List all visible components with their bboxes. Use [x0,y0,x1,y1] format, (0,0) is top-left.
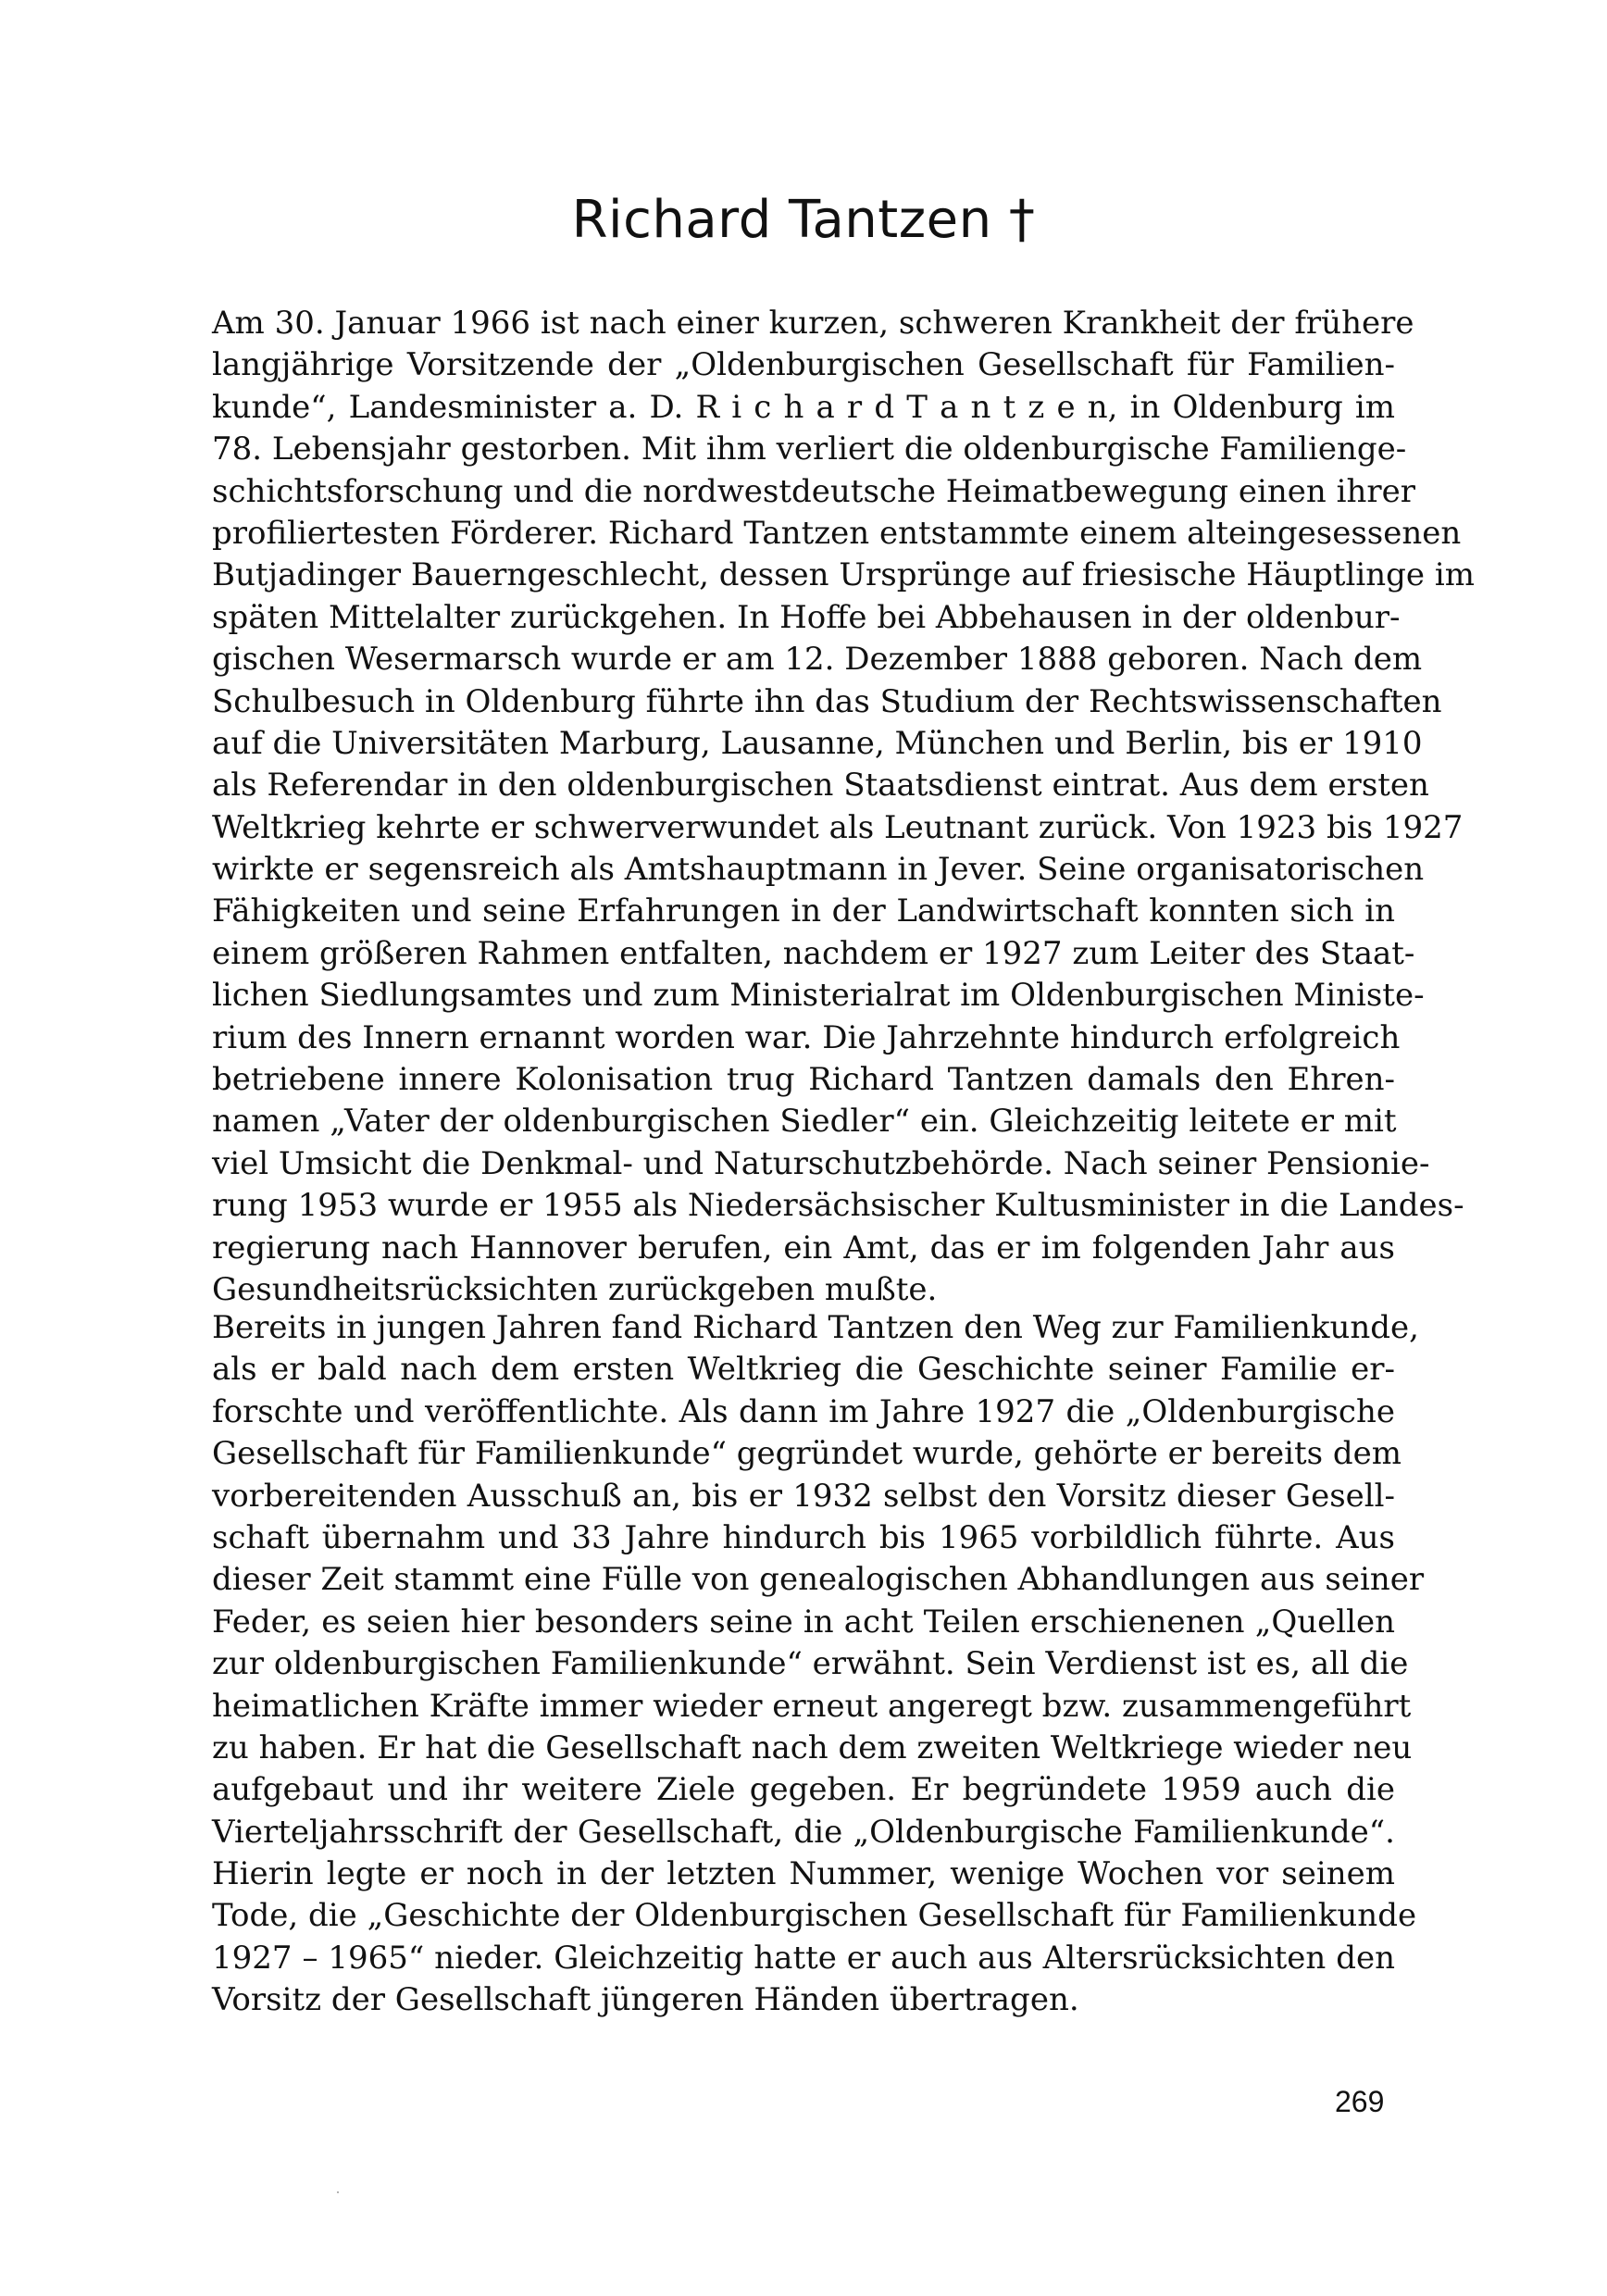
text-line: als Referendar in den oldenburgischen Staatsdienst eintrat. Aus dem ersten [212,767,1429,805]
paragraph-1 [212,303,1475,1311]
text-line: vorbereitenden Ausschuß an, bis er 1932 selbst den Vorsitz dieser Gesell- [212,1477,1395,1515]
text-line: lichen Siedlungsamtes und zum Ministerialrat im Oldenburgischen Ministe- [212,977,1425,1015]
text-line: langjährige Vorsitzende der „Oldenburgischen Gesellschaft für Familien- [212,346,1395,384]
text-line: 1927 – 1965“ nieder. Gleichzeitig hatte er auch aus Altersrücksichten den [212,1939,1395,1977]
text-line: Gesundheitsrücksichten zurückgeben mußte. [212,1270,938,1308]
text-line: viel Umsicht die Denkmal- und Naturschutzbehörde. Nach seiner Pensionie- [212,1144,1430,1182]
text-line: zur oldenburgischen Familienkunde“ erwähnt. Sein Verdienst ist es, all die [212,1645,1409,1683]
text-line: wirkte er segensreich als Amtshauptmann in Jever. Seine organisatorischen [212,851,1425,889]
scan-speck [337,2191,339,2193]
text-line: Vorsitz der Gesellschaft jüngeren Händen übertragen. [212,1981,1079,2019]
text-line: betriebene innere Kolonisation trug Richard Tantzen damals den Ehren- [212,1061,1395,1099]
text-line: Butjadinger Bauerngeschlecht, dessen Ursprünge auf friesische Häuptlinge im [212,556,1475,594]
page-title: Richard Tantzen † [571,190,1036,250]
text-line: 78. Lebensjahr gestorben. Mit ihm verliert die oldenburgische Familienge- [212,430,1407,468]
text-line: Vierteljahrsschrift der Gesellschaft, die „Oldenburgische Familienkunde“. [212,1813,1395,1851]
text-line: Fähigkeiten und seine Erfahrungen in der Landwirtschaft konnten sich in [212,892,1395,930]
text-line: Weltkrieg kehrte er schwerverwundet als Leutnant zurück. Von 1923 bis 1927 [212,808,1464,846]
text-line: gischen Wesermarsch wurde er am 12. Dezember 1888 geboren. Nach dem [212,641,1423,679]
text-line: Am 30. Januar 1966 ist nach einer kurzen, schweren Krankheit der frühere [212,305,1414,342]
text-line: heimatlichen Kräfte immer wieder erneut angeregt bzw. zusammengeführt [212,1687,1412,1725]
text-line: zu haben. Er hat die Gesellschaft nach dem zweiten Weltkriege wieder neu [212,1728,1413,1766]
text-line: regierung nach Hannover berufen, ein Amt, das er im folgenden Jahr aus [212,1229,1395,1267]
text-line: Schulbesuch in Oldenburg führte ihn das Studium der Rechtswissenschaften [212,682,1442,720]
text-line: Feder, es seien hier besonders seine in acht Teilen erschienenen „Quellen [212,1603,1395,1641]
text-line: einem größeren Rahmen entfalten, nachdem er 1927 zum Leiter des Staat- [212,934,1415,972]
text-line: Bereits in jungen Jahren fand Richard Tantzen den Weg zur Familienkunde, [212,1309,1419,1346]
text-line: rium des Innern ernannt worden war. Die Jahrzehnte hindurch erfolgreich [212,1018,1401,1056]
text-line: Hierin legte er noch in der letzten Nummer, wenige Wochen vor seinem [212,1855,1395,1893]
text-line: rung 1953 wurde er 1955 als Niedersächsischer Kultusminister in die Landes- [212,1187,1464,1225]
text-line: schaft übernahm und 33 Jahre hindurch bis 1965 vorbildlich führte. Aus [212,1518,1395,1556]
text-line: aufgebaut und ihr weitere Ziele gegeben. Er begründete 1959 auch die [212,1771,1395,1809]
text-line: dieser Zeit stammt eine Fülle von genealogischen Abhandlungen aus seiner [212,1561,1425,1599]
text-line: Tode, die „Geschichte der Oldenburgischen Gesellschaft für Familienkunde [212,1897,1417,1935]
text-line: schichtsforschung und die nordwestdeutsche Heimatbewegung einen ihrer [212,472,1415,510]
page-number: 269 [1335,2085,1385,2118]
text-line: forschte und veröffentlichte. Als dann im Jahre 1927 die „Oldenburgische [212,1392,1395,1430]
text-line: als er bald nach dem ersten Weltkrieg die Geschichte seiner Familie er- [212,1351,1395,1389]
text-line: namen „Vater der oldenburgischen Siedler“ ein. Gleichzeitig leitete er mit [212,1103,1397,1141]
text-line: späten Mittelalter zurückgehen. In Hoffe bei Abbehausen in der oldenbur- [212,598,1401,636]
paragraph-2 [212,1307,1425,2022]
text-line: Gesellschaft für Familienkunde“ gegründet wurde, gehörte er bereits dem [212,1435,1402,1473]
text-line: auf die Universitäten Marburg, Lausanne, München und Berlin, bis er 1910 [212,724,1423,762]
text-line: profiliertesten Förderer. Richard Tantzen entstammte einem alteingesessenen [212,514,1462,552]
text-line: kunde“, Landesminister a. D. R i c h a r d T a n t z e n, in Oldenburg im [212,388,1395,426]
